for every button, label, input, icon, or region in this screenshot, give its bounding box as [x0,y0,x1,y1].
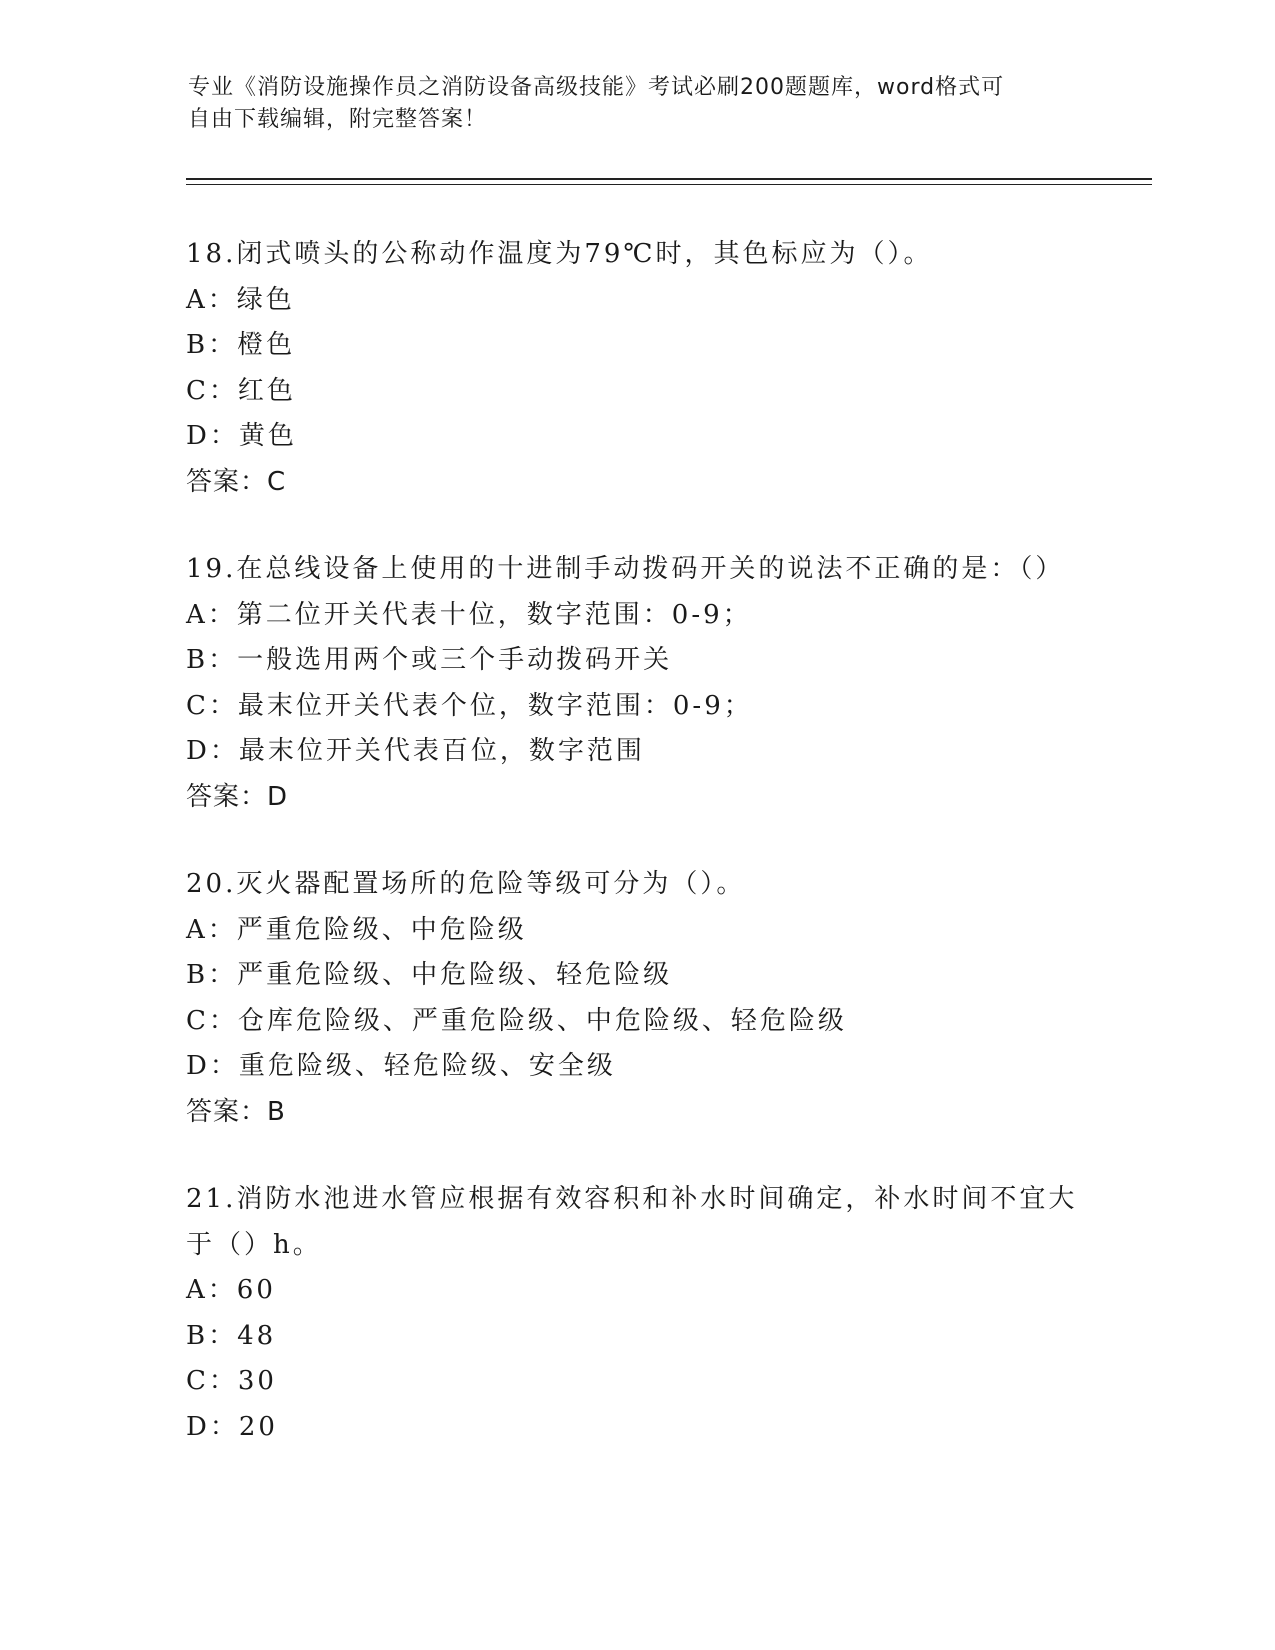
option-c: C：最末位开关代表个位，数字范围：0-9； [186,690,753,721]
document-header [188,72,1088,136]
question-block [186,547,1086,820]
option-b: B：一般选用两个或三个手动拨码开关 [186,645,673,675]
option-d: D：重危险级、轻危险级、安全级 [186,1051,616,1081]
option-a: A：第二位开关代表十位，数字范围：0-9； [186,599,752,630]
option-c: C：仓库危险级、严重危险级、中危险级、轻危险级 [186,1005,847,1036]
option-d: D：黄色 [186,421,297,451]
header-line-1: 专业《消防设施操作员之消防设备高级技能》考试必刷200题题库，word格式可 [188,75,1005,100]
option-b: B：橙色 [186,330,296,360]
option-a: A：绿色 [186,284,295,315]
option-c: C：红色 [186,375,296,406]
question-stem: 21.消防水池进水管应根据有效容积和补水时间确定，补水时间不宜大 [186,1184,1078,1214]
header-rule-top [186,178,1152,180]
question-block [186,862,1086,1135]
option-b: B：48 [186,1320,277,1351]
question-stem-continued: 于（）h。 [186,1229,322,1260]
header-rule-bottom [186,184,1152,185]
answer-line: 答案：C [186,466,287,497]
question-stem: 19.在总线设备上使用的十进制手动拨码开关的说法不正确的是：（） [186,554,1065,584]
option-b: B：严重危险级、中危险级、轻危险级 [186,960,673,990]
question-stem: 20.灭火器配置场所的危险等级可分为（）。 [186,869,746,899]
question-block [186,1177,1086,1450]
option-c: C：30 [186,1366,277,1396]
header-line-2: 自由下载编辑，附完整答案！ [188,107,488,132]
answer-line: 答案：B [186,1096,286,1127]
question-stem: 18.闭式喷头的公称动作温度为79℃时，其色标应为（）。 [186,239,933,269]
option-d: D：最末位开关代表百位，数字范围 [186,736,645,766]
answer-line: 答案：D [186,781,289,812]
option-a: A：60 [186,1275,276,1305]
option-d: D：20 [186,1411,278,1442]
question-block [186,232,1086,505]
option-a: A：严重危险级、中危险级 [186,914,527,945]
